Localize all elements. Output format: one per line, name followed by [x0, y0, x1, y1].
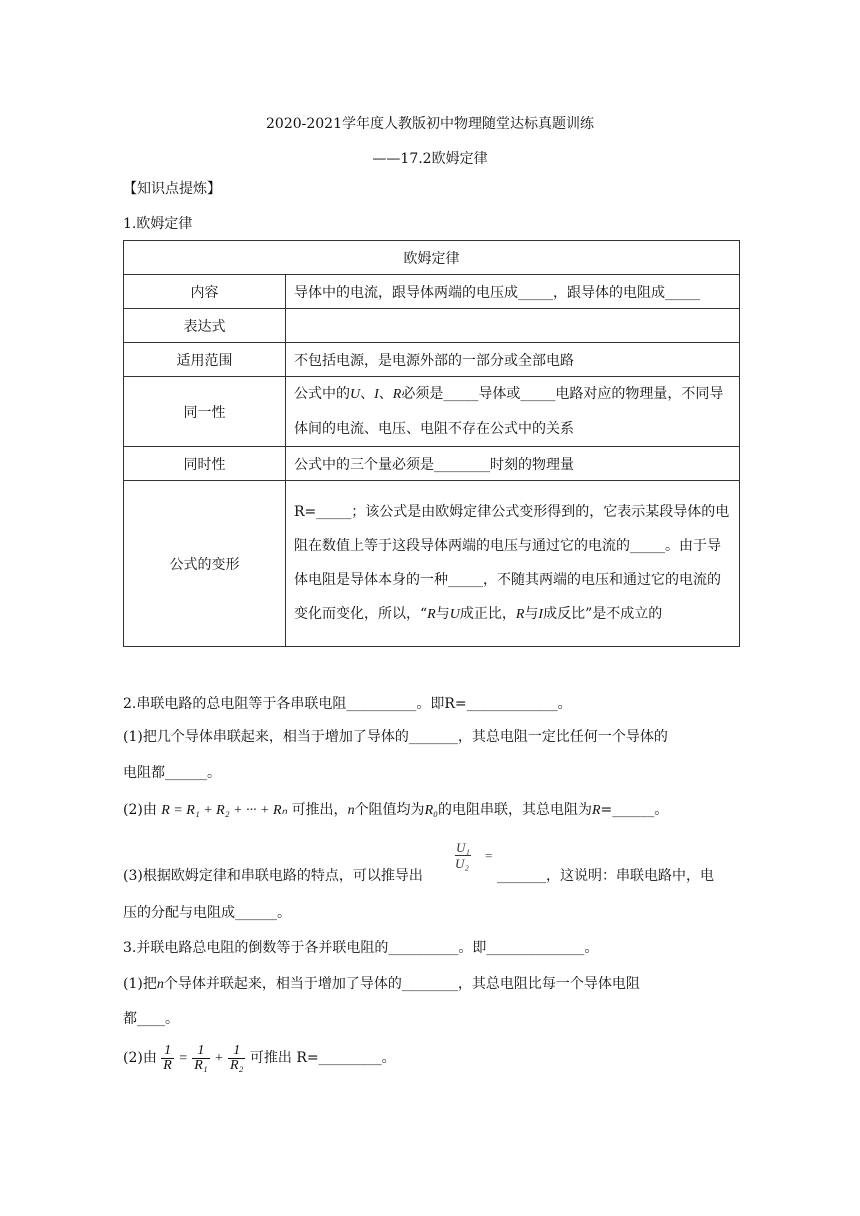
item3-line1: 3.并联电路总电阻的倒数等于各并联电阻的__________。即______________。 — [123, 940, 599, 956]
table-row — [124, 377, 740, 447]
document-subtitle: ——17.2欧姆定律 — [372, 151, 488, 167]
row-value — [286, 309, 740, 343]
fraction-1-over-r2: $\frac{1}{\text{R₂}}$ — [230, 1042, 244, 1073]
section-heading: 【知识点提炼】 — [123, 181, 221, 197]
item2-line4b: _______，这说明：串联电路中，电 — [497, 868, 714, 884]
item2-line4c: 压的分配与电阻成______。 — [123, 905, 291, 921]
row-key: 表达式 — [124, 309, 286, 343]
voltage-ratio-formula: U₁ U₂ = — [455, 840, 493, 871]
table-row — [124, 309, 740, 343]
item3-line3: (2)由 $\frac{1}{R}$ = $\frac{1}{\text{R₁}}$ + $\frac{1}{\text{R₂}}$ 可推出 R=_________。 — [123, 1042, 396, 1073]
row-value: 不包括电源，是电源外部的一部分或全部电路 — [286, 343, 740, 377]
row-key: 同一性 — [124, 377, 286, 447]
series-resistance-formula: R = R₁ + R₂ + ··· + Rₙ — [161, 803, 288, 818]
row-key: 内容 — [124, 275, 286, 309]
row-key: 公式的变形 — [124, 481, 286, 647]
table-title: 欧姆定律 — [124, 241, 740, 275]
table-row — [124, 275, 740, 309]
item2-line2b: 电阻都______。 — [123, 765, 221, 781]
document-title: 2020-2021学年度人教版初中物理随堂达标真题训练 — [266, 116, 594, 132]
row-key: 同时性 — [124, 447, 286, 481]
item2-line1: 2.串联电路的总电阻等于各串联电阻__________。即R=_____________。 — [123, 696, 572, 712]
fraction-1-over-r1: $\frac{1}{\text{R₁}}$ — [194, 1042, 208, 1073]
row-value: 导体中的电流，跟导体两端的电压成_____，跟导体的电阻成_____ — [286, 275, 740, 309]
ohms-law-table — [123, 240, 740, 647]
table-row — [124, 343, 740, 377]
row-value: 公式中的U、I、R必须是_____导体或_____电路对应的物理量，不同导体间的电流、电压、电阻不存在公式中的关系 — [286, 377, 740, 447]
row-value: R=_____；该公式是由欧姆定律公式变形得到的，它表示某段导体的电阻在数值上等于这段导体两端的电压与通过它的电流的_____。由于导体电阻是导体本身的一种_____，不随其两端的电压和通过它的电流的变化而变化，所以，“R与U成正比，R与I成反比”是不成立的 — [286, 481, 740, 647]
item2-line4a: (3)根据欧姆定律和串联电路的特点，可以推导出 — [123, 868, 423, 884]
row-key: 适用范围 — [124, 343, 286, 377]
table-row — [124, 447, 740, 481]
item1-heading: 1.欧姆定律 — [123, 216, 193, 232]
fraction-1-over-r: $\frac{1}{R}$ — [163, 1042, 172, 1073]
row-value: 公式中的三个量必须是________时刻的物理量 — [286, 447, 740, 481]
table-row — [124, 481, 740, 647]
item3-line2a: (1)把n个导体并联起来，相当于增加了导体的________，其总电阻比每一个导体电阻 — [123, 976, 640, 992]
item2-line3: (2)由 R = R₁ + R₂ + ··· + Rₙ 可推出，n个阻值均为R₀的电阻串联，其总电阻为R=______。 — [123, 802, 669, 818]
item2-line2a: (1)把几个导体串联起来，相当于增加了导体的_______，其总电阻一定比任何一个导体的 — [123, 729, 668, 745]
item3-line2b: 都____。 — [123, 1011, 179, 1027]
